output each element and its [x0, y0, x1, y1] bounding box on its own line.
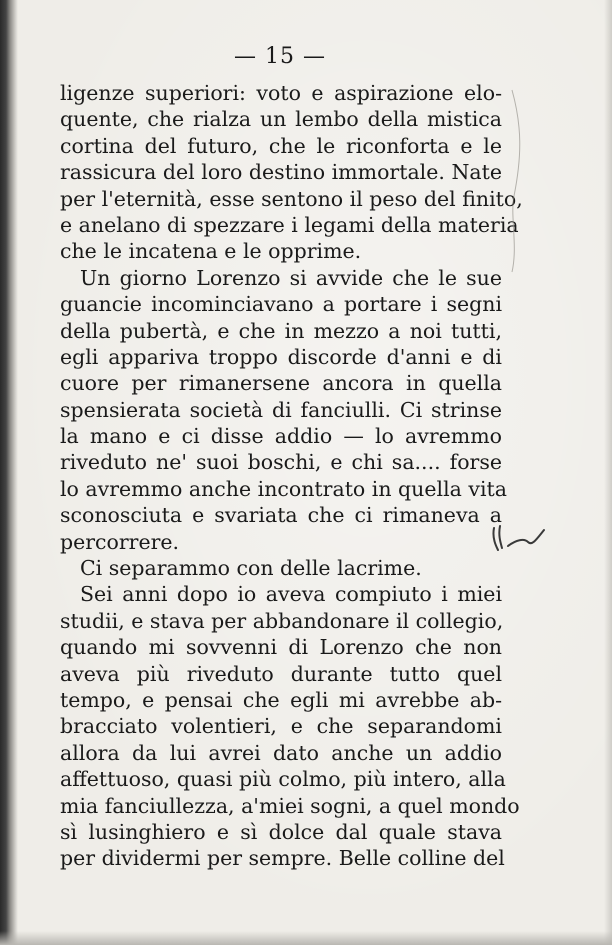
text-line: Un giorno Lorenzo si avvide che le sue [80, 265, 502, 290]
text-line: cortina del futuro, che le riconforta e le [60, 133, 502, 158]
bottom-page-edge [0, 931, 612, 945]
text-line: guancie incominciavano a portare i segni [60, 292, 502, 317]
text-line: lo avremmo anche incontrato in quella vita [60, 476, 507, 501]
text-line: ligenze superiori: voto e aspirazione elo- [60, 81, 502, 105]
text-line: quando mi sovvenni di Lorenzo che non [60, 635, 502, 660]
text-line: per dividermi per sempre. Belle colline del [60, 846, 505, 871]
margin-bracket-mark [508, 86, 548, 276]
page-number: — 15 — [234, 44, 326, 69]
text-line: la mano e ci disse addio — lo avremmo [60, 424, 502, 449]
text-line: della pubertà, e che in mezzo a noi tutti, [60, 318, 502, 343]
body-text [60, 80, 523, 872]
text-line: sconosciuta e svariata che ci rimaneva a [60, 503, 502, 528]
text-line: percorrere. [60, 529, 180, 554]
text-line: che le incatena e le opprime. [60, 239, 362, 264]
text-line: cuore per rimanersene ancora in quella [60, 371, 502, 396]
text-line: per l'eternità, esse sentono il peso del finito, [60, 186, 523, 211]
right-page-edge [604, 0, 612, 945]
text-line: Ci separammo con delle lacrime. [80, 556, 422, 581]
text-line: sì lusinghiero e sì dolce dal quale stava [60, 819, 502, 844]
text-line: affettuoso, quasi più colmo, più intero, alla [60, 767, 506, 792]
text-line: e anelano di spezzare i legami della materia [60, 212, 519, 237]
text-line: mia fanciullezza, a'miei sogni, a quel mondo [60, 793, 520, 818]
text-line: riveduto ne' suoi boschi, e chi sa.... forse [60, 450, 502, 475]
text-line: Sei anni dopo io aveva compiuto i miei [80, 582, 502, 607]
text-line: egli appariva troppo discorde d'anni e di [60, 344, 502, 369]
text-line: studii, e stava per abbandonare il collegio, [60, 608, 504, 633]
text-line: allora da lui avrei dato anche un addio [60, 740, 502, 765]
text-line: spensierata società di fanciulli. Ci strinse [60, 397, 502, 422]
text-line: bracciato volentieri, e che separandomi [60, 714, 502, 739]
text-line: quente, che rialza un lembo della mistica [60, 107, 502, 132]
text-line: tempo, e pensai che egli mi avrebbe ab- [60, 687, 502, 712]
binding-edge [0, 0, 18, 945]
text-line: rassicura del loro destino immortale. Nate [60, 160, 502, 185]
text-line: aveva più riveduto durante tutto quel [60, 661, 502, 686]
handwritten-annotation [488, 520, 548, 556]
